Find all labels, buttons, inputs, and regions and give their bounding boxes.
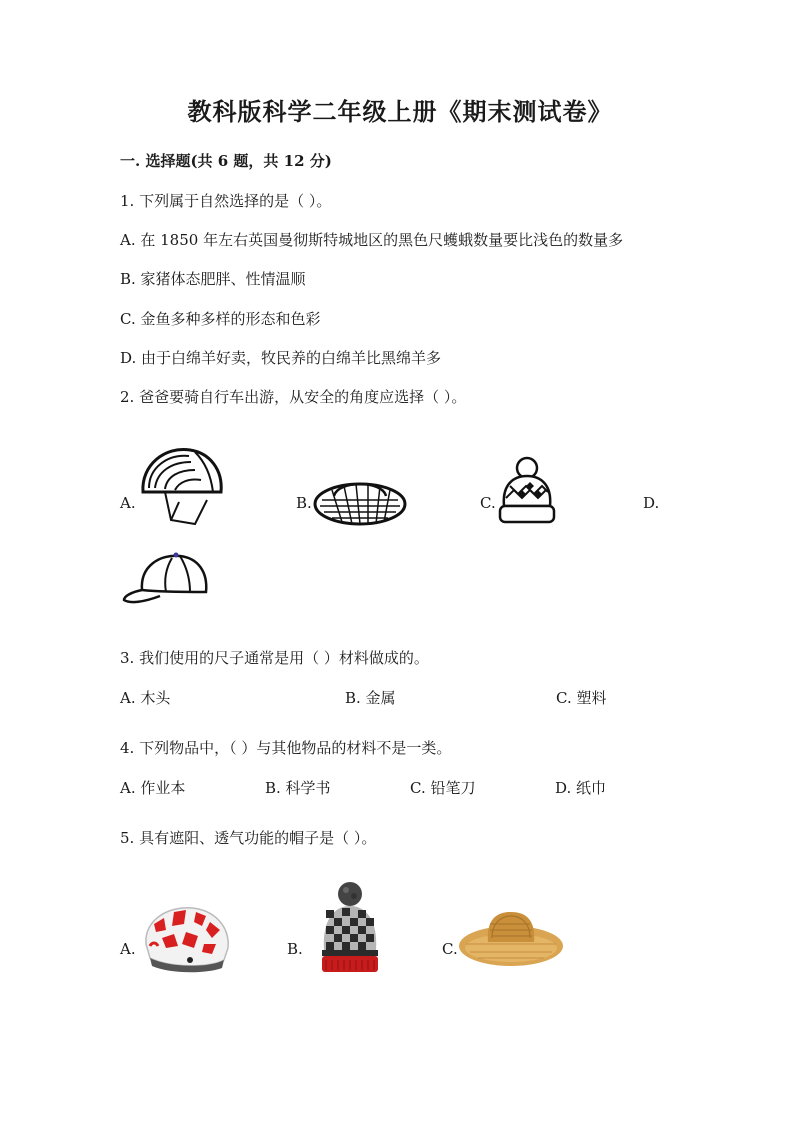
question-2-option-c[interactable]: C. (480, 494, 496, 512)
question-2-option-b[interactable]: B. (296, 494, 312, 512)
baseball-cap-icon (120, 550, 212, 610)
red-helmet-icon (140, 902, 232, 974)
question-4-option-c[interactable]: C. 铅笔刀 (410, 779, 476, 797)
page-title: 教科版科学二年级上册《期末测试卷》 (187, 97, 613, 126)
question-1-option-d[interactable]: D. 由于白绵羊好卖，牧民养的白绵羊比黑绵羊多 (120, 349, 442, 367)
question-2-option-a[interactable]: A. (120, 494, 136, 512)
question-5-option-a[interactable]: A. (120, 940, 136, 958)
question-2-option-d[interactable]: D. (643, 494, 660, 512)
question-4-option-a[interactable]: A. 作业本 (120, 779, 186, 797)
section-heading: 一. 选择题(共 6 题，共 12 分) (120, 152, 332, 170)
question-3-option-a[interactable]: A. 木头 (120, 689, 171, 707)
checkered-beanie-icon (318, 880, 382, 974)
question-2-stem: 2. 爸爸要骑自行车出游，从安全的角度应选择（ ）。 (120, 388, 467, 406)
question-5-option-b[interactable]: B. (287, 940, 303, 958)
question-4-stem: 4. 下列物品中，（ ）与其他物品的材料不是一类。 (120, 739, 452, 757)
bike-helmet-icon (135, 440, 227, 532)
question-5-option-c[interactable]: C. (442, 940, 458, 958)
question-5-stem: 5. 具有遮阳、透气功能的帽子是（ ）。 (120, 829, 377, 847)
question-3-stem: 3. 我们使用的尺子通常是用（ ）材料做成的。 (120, 649, 429, 667)
straw-hat-icon (456, 908, 566, 970)
question-1-stem: 1. 下列属于自然选择的是（ ）。 (120, 192, 332, 210)
question-1-option-c[interactable]: C. 金鱼多种多样的形态和色彩 (120, 310, 321, 328)
knit-beanie-icon (496, 456, 558, 526)
question-4-option-d[interactable]: D. 纸巾 (555, 779, 607, 797)
woven-hat-icon (312, 470, 408, 530)
question-1-option-a[interactable]: A. 在 1850 年左右英国曼彻斯特城地区的黑色尺蠖蛾数量要比浅色的数量多 (120, 231, 624, 249)
question-3-option-b[interactable]: B. 金属 (345, 689, 396, 707)
question-4-option-b[interactable]: B. 科学书 (265, 779, 331, 797)
question-3-option-c[interactable]: C. 塑料 (556, 689, 607, 707)
question-1-option-b[interactable]: B. 家猪体态肥胖、性情温顺 (120, 270, 306, 288)
